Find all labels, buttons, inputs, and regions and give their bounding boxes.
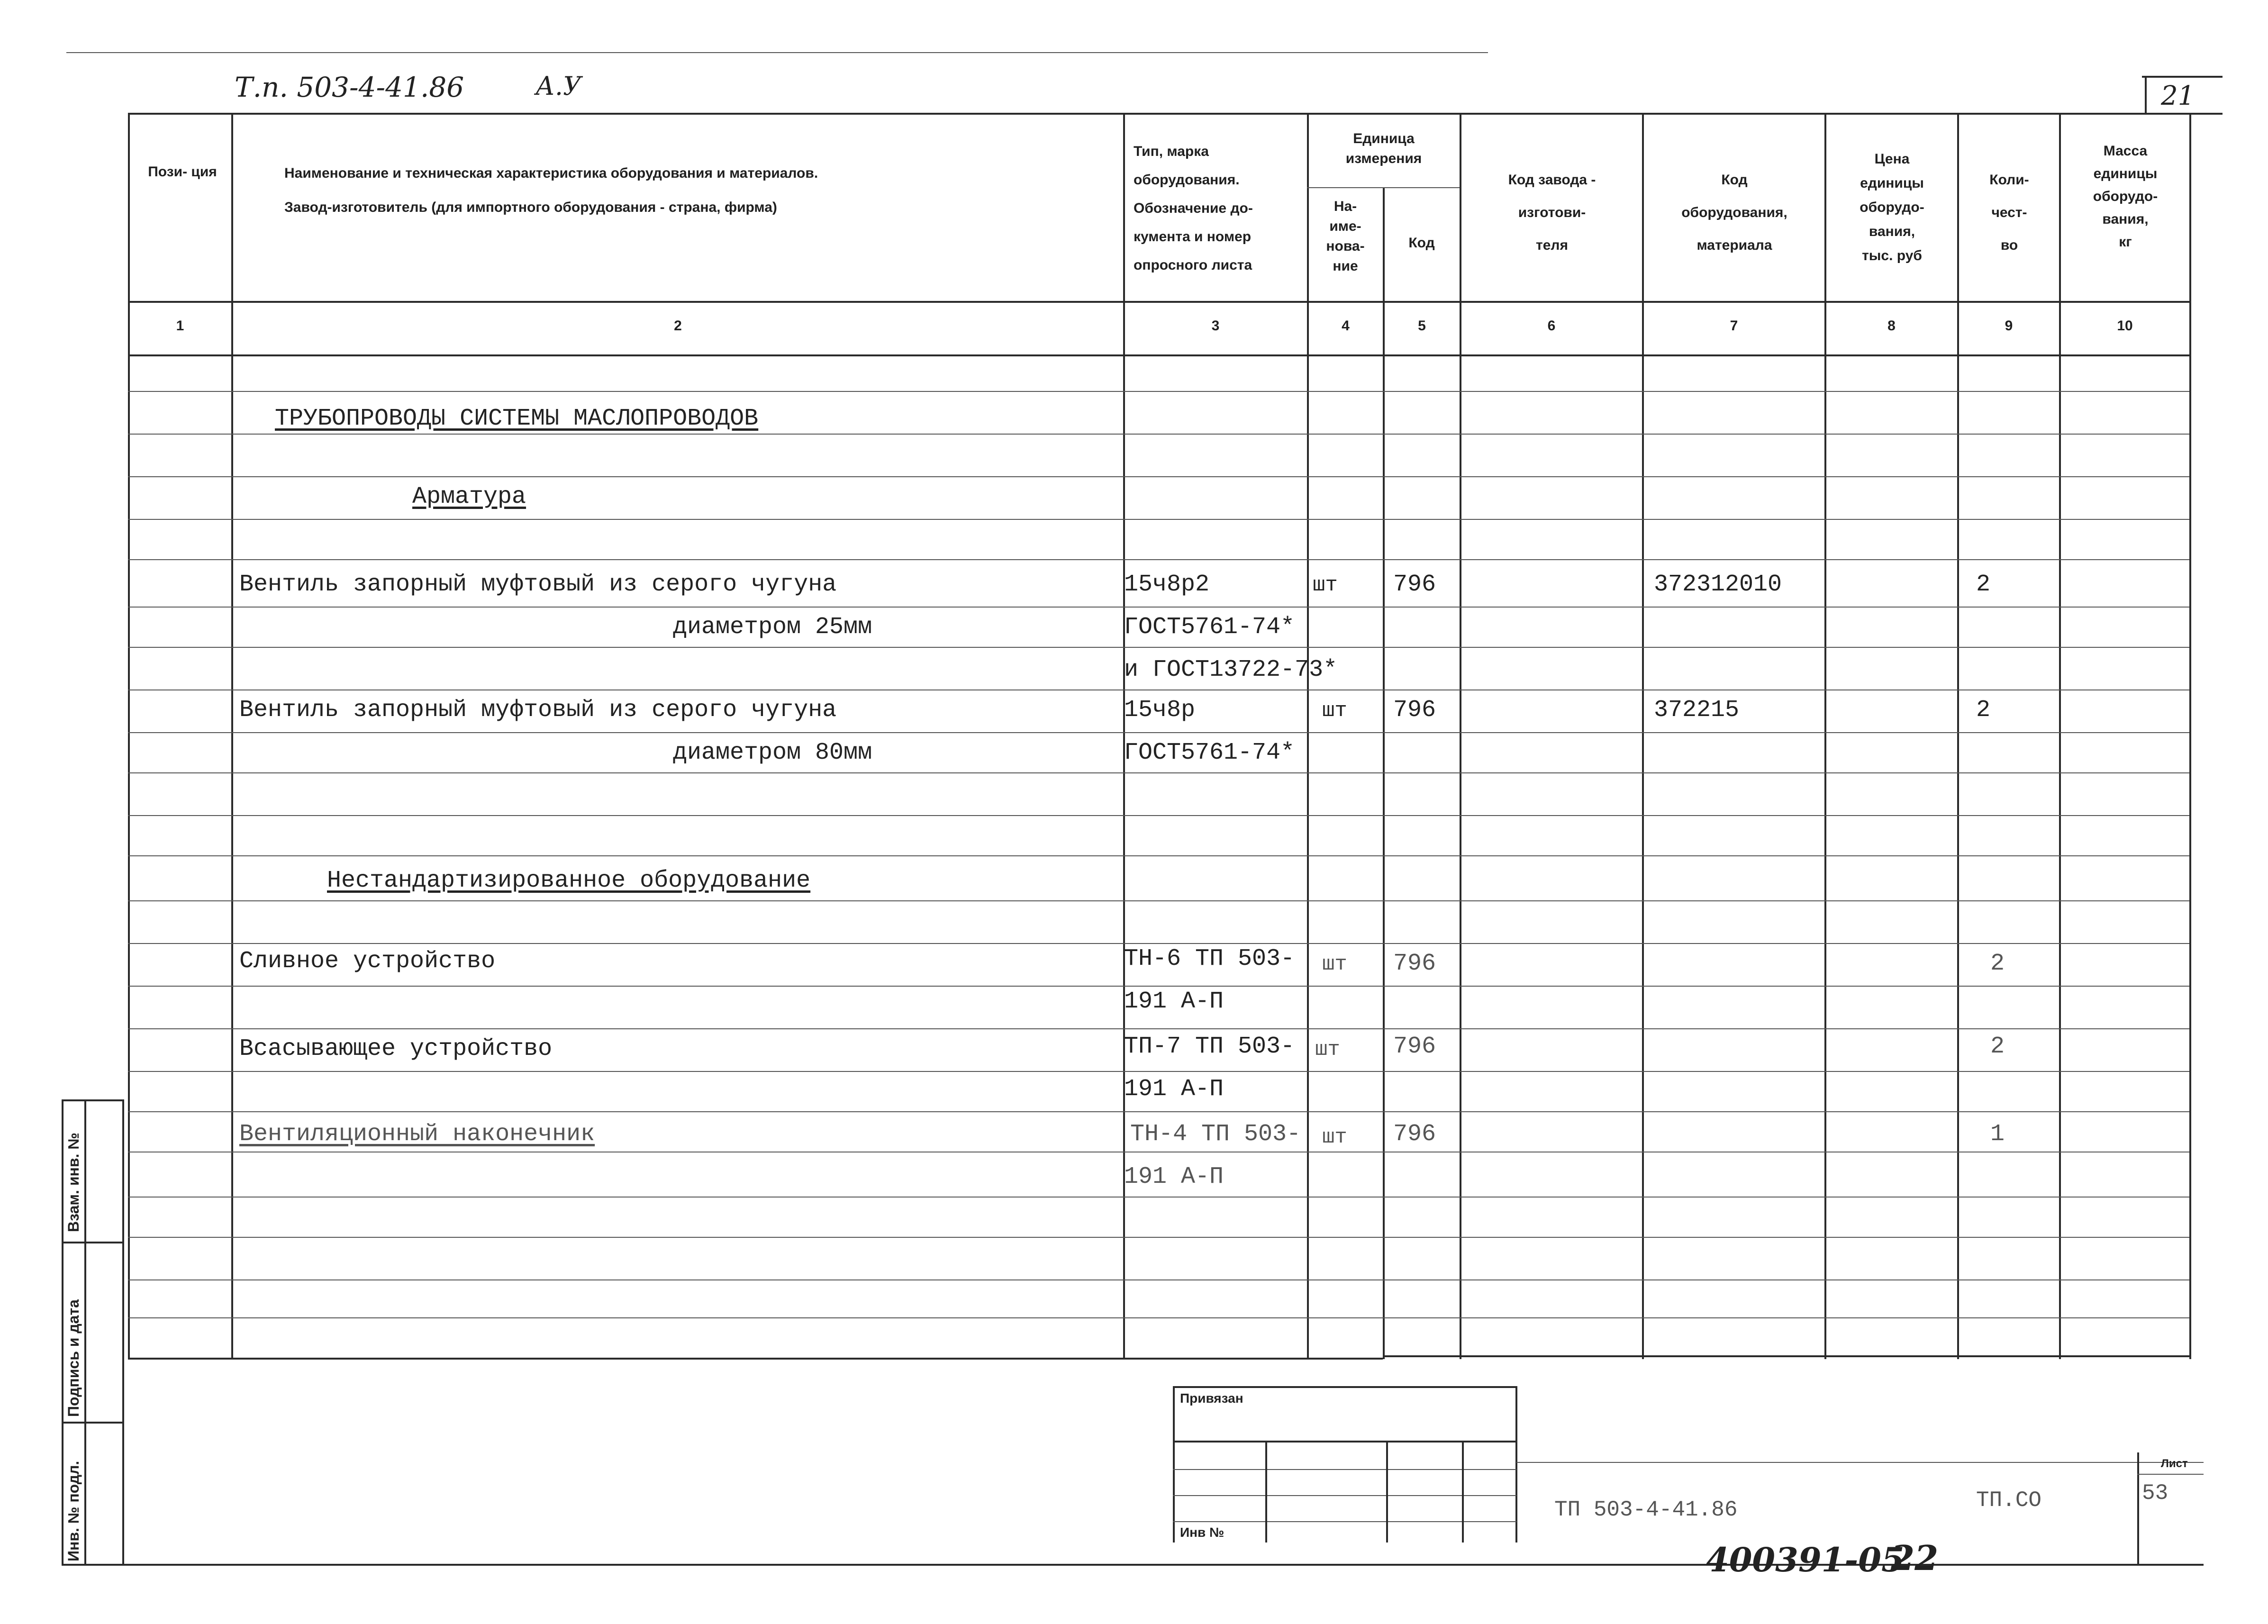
archive-number: 400391-05 (1706, 1540, 1905, 1579)
row-type: ГОСТ5761-74* (1124, 739, 1295, 766)
subsection-title: Арматура (412, 483, 526, 510)
col-header-mass: Масса единицы оборудо- вания, кг (2093, 143, 2158, 250)
side-label-inv-orig: Инв. № подл. (65, 1461, 82, 1561)
row-unit-code: 796 (1393, 697, 1436, 724)
project-code: Т.п. 503-4-41.86 (235, 71, 464, 103)
sheet-number: 53 (2142, 1481, 2168, 1506)
doc-mark: ТП.СО (1976, 1488, 2042, 1513)
row-name: Вентиль запорный муфтовый из серого чугуна (239, 571, 837, 598)
row-equipment-code: 372215 (1654, 697, 1740, 724)
col-header-price: Цена единицы оборудо- вания, тыс. руб (1860, 151, 1924, 263)
row-unit: шт (1322, 953, 1347, 976)
row-name: Вентиляционный наконечник (239, 1121, 595, 1148)
col-number: 3 (1211, 318, 1220, 334)
col-header-plant-code: Код завода - изготови- теля (1508, 172, 1596, 253)
col-number: 6 (1547, 318, 1556, 334)
row-name: Всасывающее устройство (239, 1035, 553, 1062)
row-quantity: 1 (1990, 1121, 2005, 1148)
row-quantity: 2 (1990, 1033, 2005, 1060)
col-header-unit-name: На- име- нова- ние (1326, 199, 1365, 274)
row-type: 191 А-П (1124, 1076, 1224, 1103)
col-number: 1 (176, 318, 184, 334)
row-type: ГОСТ5761-74* (1124, 614, 1295, 641)
stamp-inv-label: Инв № (1180, 1525, 1225, 1540)
row-type: 191 А-П (1124, 988, 1224, 1015)
stamp-linked-label: Привязан (1180, 1391, 1243, 1406)
subsection-title: Нестандартизированное оборудование (327, 867, 811, 894)
row-quantity: 2 (1976, 697, 1991, 724)
col-number: 2 (674, 318, 682, 334)
row-quantity: 2 (1990, 950, 2005, 977)
set-mark: А.У (535, 71, 582, 101)
row-equipment-code: 372312010 (1654, 571, 1782, 598)
row-unit: шт (1313, 573, 1338, 597)
row-unit-code: 796 (1393, 950, 1436, 977)
row-type: 191 А-П (1124, 1163, 1224, 1190)
corner-sheet-number: 21 (2161, 81, 2195, 111)
row-unit-code: 796 (1393, 571, 1436, 598)
row-name: Вентиль запорный муфтовый из серого чугуна (239, 697, 837, 724)
row-type: 15ч8р2 (1124, 571, 1210, 598)
row-type: и ГОСТ13722-73* (1124, 656, 1338, 683)
col-header-position: Пози- ция (148, 164, 217, 180)
row-type: 15ч8р (1124, 697, 1196, 724)
col-header-type: Тип, марка оборудования. Обозначение до- кумента и номер опросного листа (1134, 144, 1253, 273)
col-header-equipment-code: Код оборудования, материала (1681, 172, 1787, 253)
col-header-name: Наименование и техническая характеристика оборудования и материалов. Завод-изготовитель (для импортного оборудования - страна, фирма) (284, 165, 818, 215)
row-type: ТП-7 ТП 503- (1124, 1033, 1295, 1060)
col-header-quantity: Коли- чест- во (1989, 172, 2029, 253)
row-unit: шт (1322, 1125, 1347, 1149)
col-header-unit-code: Код (1408, 235, 1435, 251)
footer-page-number: 22 (1891, 1538, 1939, 1578)
col-header-unit-group: Единица измерения (1345, 131, 1422, 166)
side-label-signature-date: Подпись и дата (65, 1299, 82, 1417)
col-number: 10 (2117, 318, 2133, 334)
row-name: диаметром 25мм (673, 614, 872, 641)
col-number: 7 (1730, 318, 1738, 334)
row-name: Сливное устройство (239, 948, 496, 975)
col-number: 9 (2005, 318, 2013, 334)
sheet-label: Лист (2161, 1457, 2188, 1470)
row-type: ТН-6 ТП 503- (1124, 945, 1295, 972)
side-label-replaces-inv: Взам. инв. № (65, 1133, 82, 1232)
row-unit: шт (1322, 699, 1347, 723)
section-title: ТРУБОПРОВОДЫ СИСТЕМЫ МАСЛОПРОВОДОВ (275, 405, 759, 432)
row-unit-code: 796 (1393, 1033, 1436, 1060)
row-type: ТН-4 ТП 503- (1130, 1121, 1301, 1148)
row-name: диаметром 80мм (673, 739, 872, 766)
col-number: 4 (1342, 318, 1350, 334)
col-number: 5 (1418, 318, 1426, 334)
col-number: 8 (1887, 318, 1896, 334)
row-quantity: 2 (1976, 571, 1991, 598)
row-unit: шт (1315, 1038, 1340, 1061)
row-unit-code: 796 (1393, 1121, 1436, 1148)
doc-code: ТП 503-4-41.86 (1554, 1497, 1738, 1522)
